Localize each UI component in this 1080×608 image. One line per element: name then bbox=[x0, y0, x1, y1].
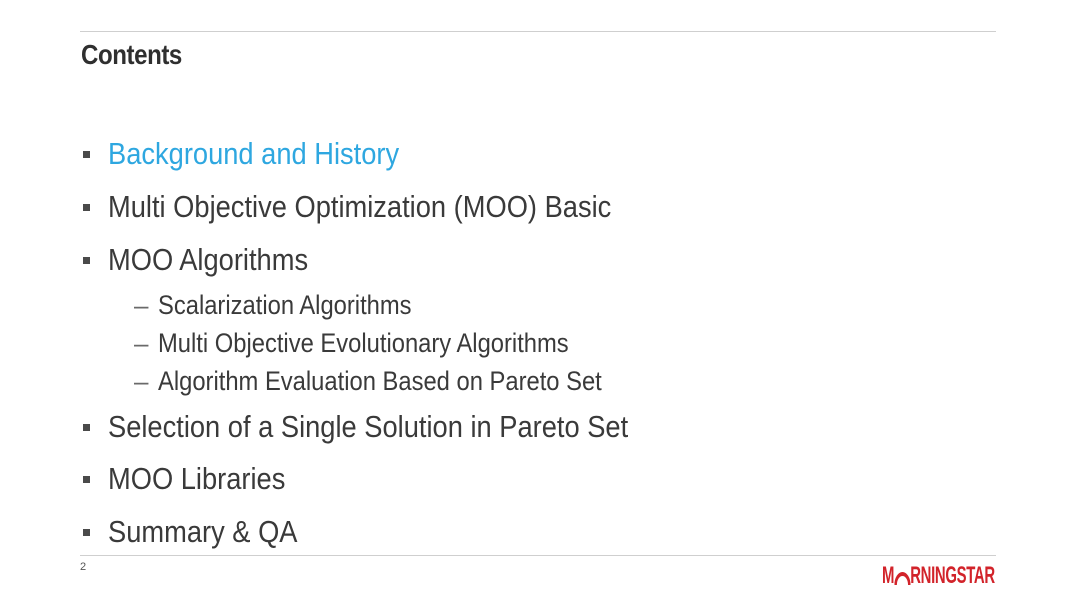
logo-wordmark: M RNINGSTAR bbox=[882, 562, 995, 589]
dash-bullet-icon: – bbox=[134, 290, 149, 320]
outline-item-label: MOO Algorithms bbox=[108, 242, 309, 277]
bottom-divider bbox=[80, 555, 996, 556]
bullet-square-icon bbox=[83, 476, 90, 483]
bullet-square-icon bbox=[83, 424, 90, 431]
outline-item-label: Background and History bbox=[108, 136, 400, 171]
top-divider bbox=[80, 31, 996, 32]
slide-title: Contents bbox=[81, 39, 182, 70]
page-number: 2 bbox=[80, 561, 87, 573]
bullet-square-icon bbox=[83, 151, 90, 158]
dash-bullet-icon: – bbox=[134, 366, 149, 396]
bullet-square-icon bbox=[83, 204, 90, 211]
outline-item-label: Selection of a Single Solution in Pareto Set bbox=[108, 409, 629, 444]
morningstar-logo bbox=[882, 563, 1064, 589]
outline-subitem-label: Algorithm Evaluation Based on Pareto Set bbox=[158, 366, 602, 396]
dash-bullet-icon: – bbox=[134, 328, 149, 358]
logo-sunrise-icon bbox=[894, 568, 910, 586]
outline-subitem-label: Scalarization Algorithms bbox=[158, 290, 412, 320]
outline-subitem-label: Multi Objective Evolutionary Algorithms bbox=[158, 328, 569, 358]
bullet-square-icon bbox=[83, 257, 90, 264]
bullet-square-icon bbox=[83, 529, 90, 536]
outline-item-label: Multi Objective Optimization (MOO) Basic bbox=[108, 189, 612, 224]
outline-item-label: MOO Libraries bbox=[108, 461, 286, 496]
outline-item-label: Summary & QA bbox=[108, 514, 298, 549]
